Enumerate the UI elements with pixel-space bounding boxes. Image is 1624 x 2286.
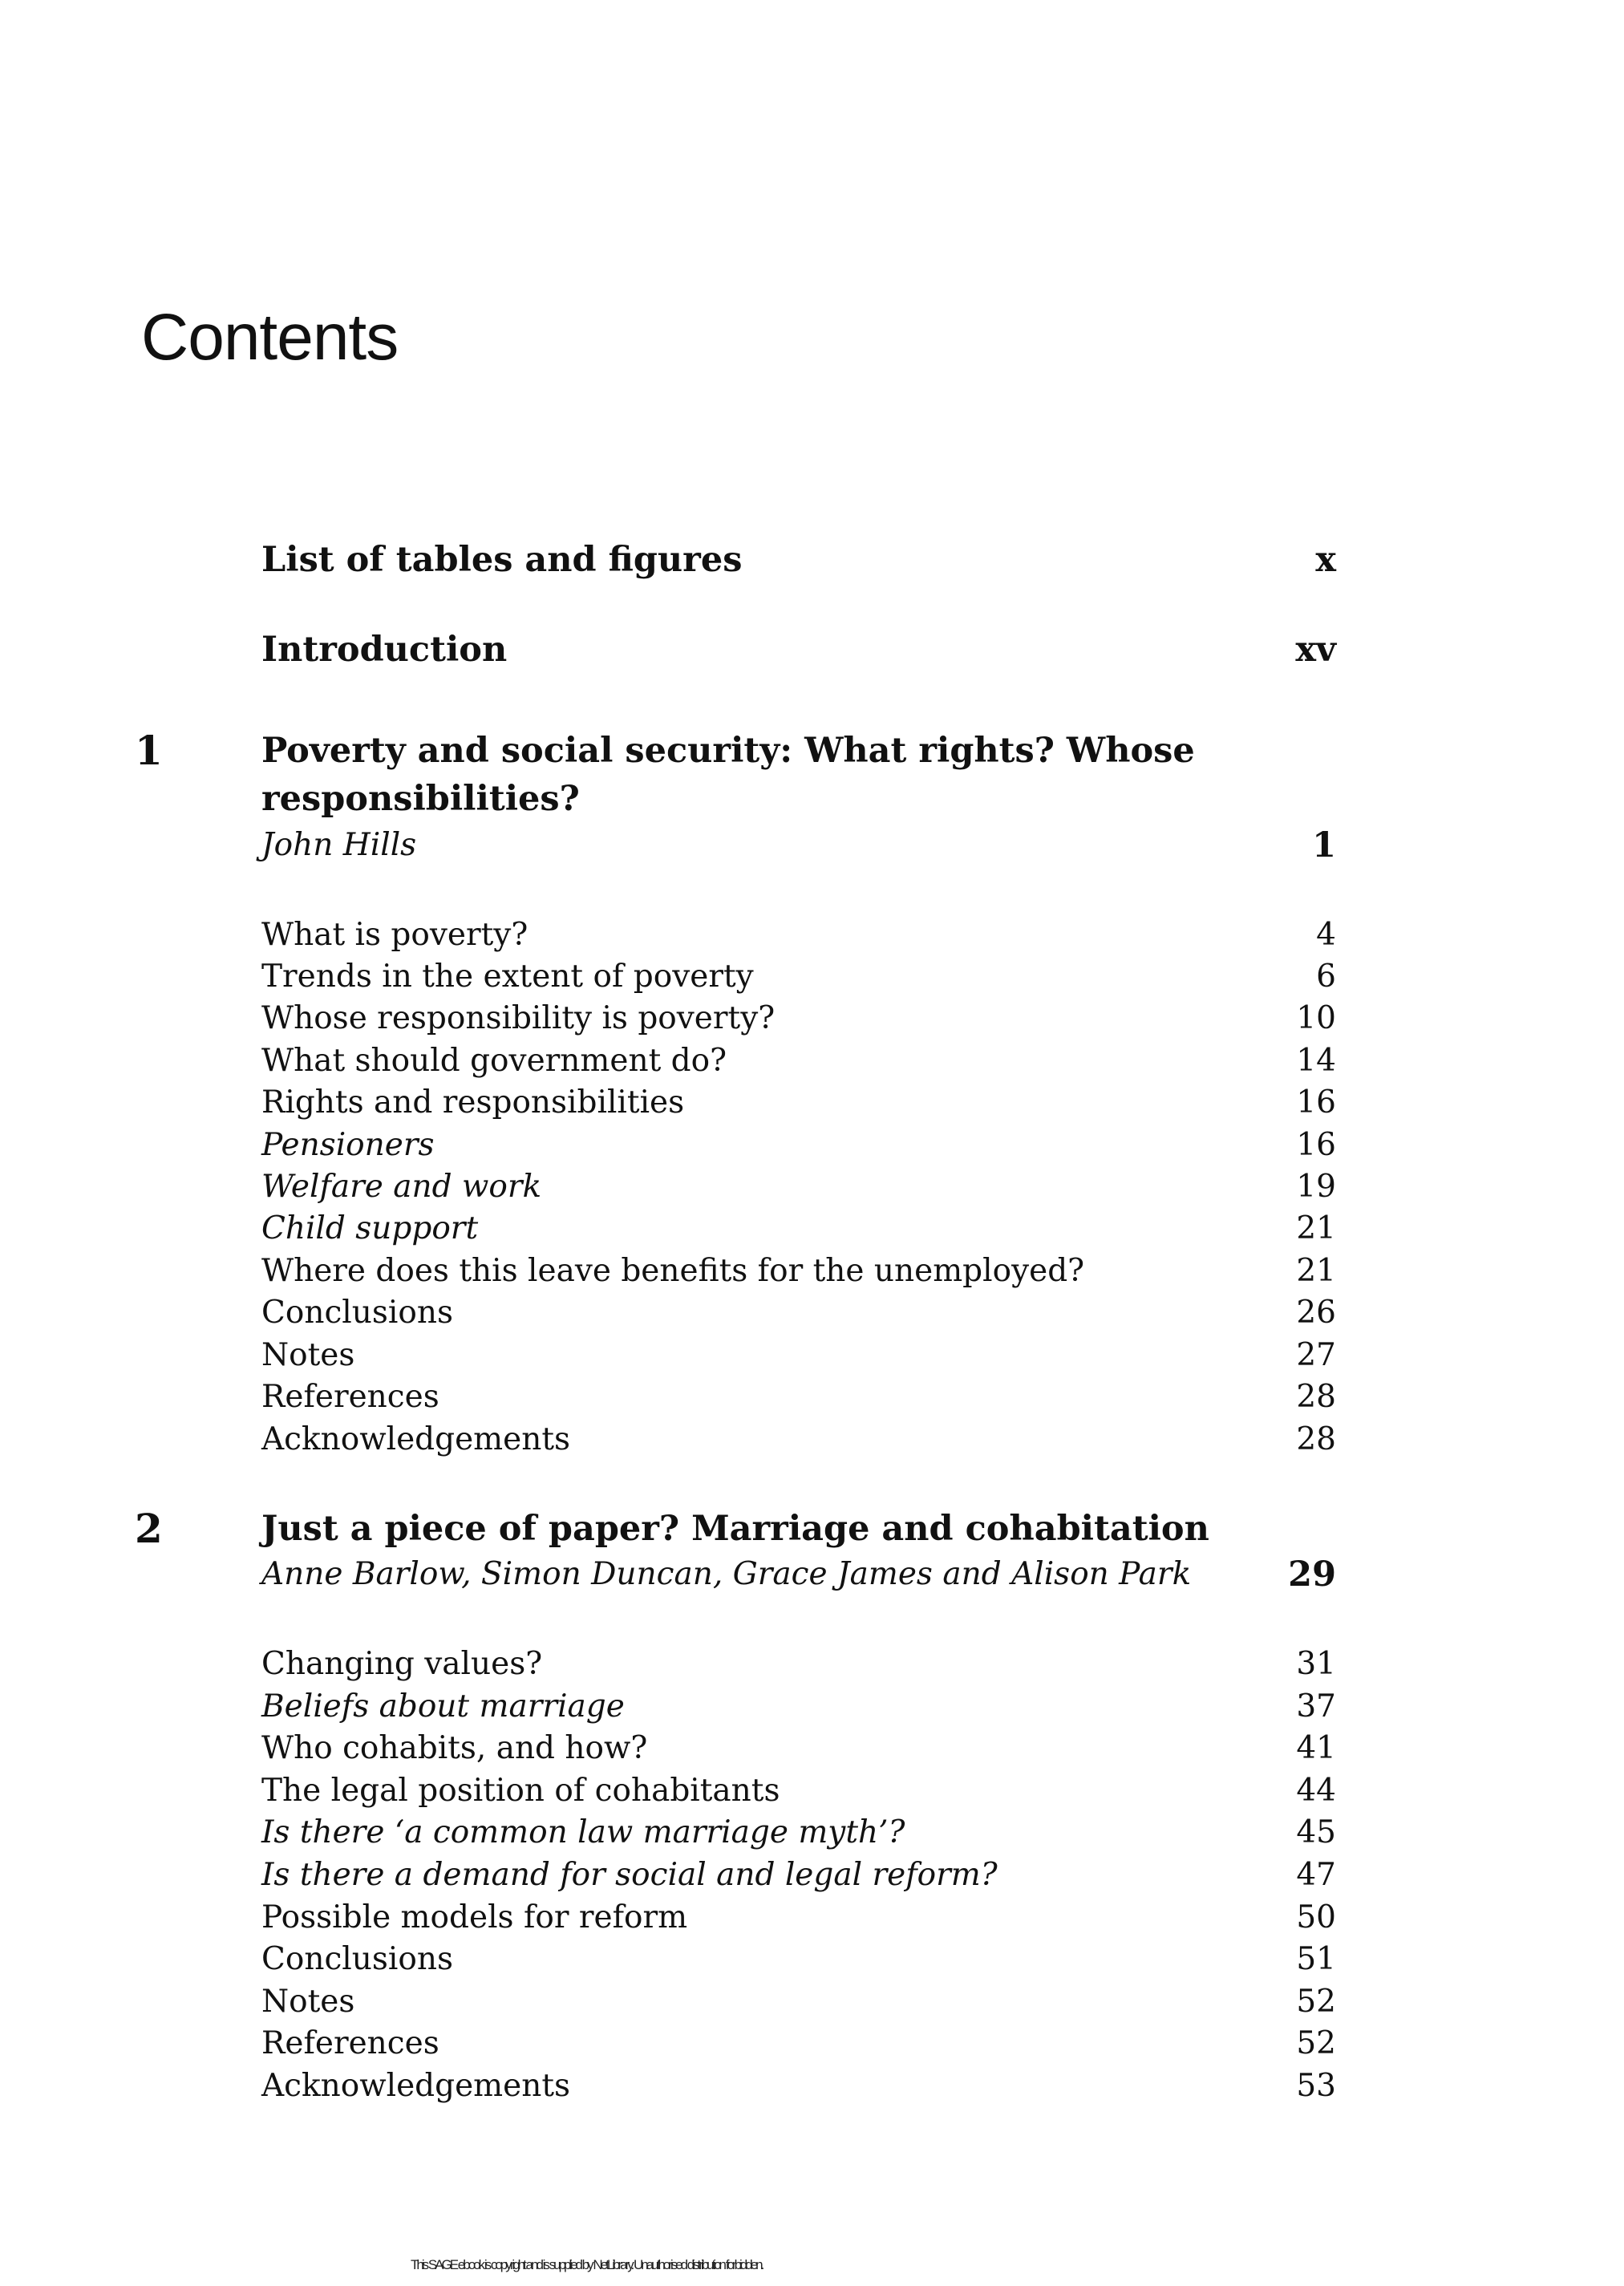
toc-section[interactable] — [261, 997, 1336, 1040]
chapter-author: Anne Barlow, Simon Duncan, Grace James and Alison Park — [261, 1556, 1192, 1592]
toc-section-page: 26 — [1296, 1295, 1336, 1331]
toc-section-page: 28 — [1296, 1421, 1336, 1457]
chapter-title-line: responsibilities? — [261, 779, 580, 819]
toc-subsection[interactable] — [261, 1811, 1336, 1854]
toc-entry-introduction[interactable] — [261, 628, 1336, 671]
chapter-title[interactable] — [261, 727, 1336, 823]
toc-section[interactable] — [261, 2022, 1336, 2065]
toc-subsection[interactable] — [261, 1124, 1336, 1167]
toc-section-page: 50 — [1296, 1899, 1336, 1935]
toc-subsection[interactable] — [261, 1165, 1336, 1209]
toc-section-page: 4 — [1316, 917, 1336, 953]
chapter-start-page: 29 — [1288, 1554, 1336, 1595]
toc-subsection[interactable] — [261, 1685, 1336, 1729]
toc-section-label: Possible models for reform — [261, 1899, 688, 1935]
toc-section-page: 6 — [1316, 959, 1336, 995]
toc-section-label: What should government do? — [261, 1043, 727, 1079]
toc-section[interactable] — [261, 914, 1336, 957]
toc-section-label: Rights and responsibilities — [261, 1084, 685, 1121]
chapter-author: John Hills — [261, 827, 417, 863]
toc-section-page: 44 — [1296, 1773, 1336, 1809]
toc-section[interactable] — [261, 1643, 1336, 1686]
toc-section-page: 21 — [1296, 1253, 1336, 1289]
toc-entry-label: List of tables and figures — [261, 540, 743, 580]
toc-section-label: Conclusions — [261, 1295, 453, 1331]
toc-section-page: 14 — [1296, 1043, 1336, 1079]
toc-section-page: 27 — [1296, 1337, 1336, 1373]
chapter-title-line: Just a piece of paper? Marriage and cohabitation — [261, 1509, 1209, 1549]
toc-section-label: Is there a demand for social and legal reform? — [261, 1857, 998, 1893]
toc-section-page: 45 — [1296, 1814, 1336, 1850]
toc-section-page: 10 — [1296, 1000, 1336, 1036]
toc-section-label: Whose responsibility is poverty? — [261, 1000, 776, 1036]
toc-entry-page: xv — [1295, 630, 1336, 670]
toc-section[interactable] — [261, 1250, 1336, 1293]
copyright-notice: This SAGE ebook is copyright and is supplied by NetLibrary. Unauthorised distribution forbidden. — [411, 2257, 763, 2272]
toc-section-label: Notes — [261, 1984, 355, 2020]
toc-section-page: 53 — [1296, 2068, 1336, 2104]
toc-section-label: References — [261, 1379, 439, 1415]
toc-section-label: Is there ‘a common law marriage myth’? — [261, 1814, 905, 1850]
toc-section-page: 37 — [1296, 1688, 1336, 1725]
toc-section-page: 16 — [1296, 1084, 1336, 1121]
toc-section-label: Notes — [261, 1337, 355, 1373]
toc-section-page: 52 — [1296, 2025, 1336, 2061]
toc-section[interactable] — [261, 1938, 1336, 1981]
toc-section[interactable] — [261, 1418, 1336, 1461]
toc-section[interactable] — [261, 1727, 1336, 1770]
toc-section[interactable] — [261, 1291, 1336, 1335]
toc-subsection[interactable] — [261, 1207, 1336, 1250]
toc-entry-label: Introduction — [261, 630, 508, 670]
chapter-number: 1 — [135, 727, 163, 774]
chapter-start-page: 1 — [1312, 825, 1336, 865]
page-title: Contents — [141, 301, 399, 374]
chapter-title-line: Poverty and social security: What rights? Whose — [261, 731, 1195, 771]
toc-section[interactable] — [261, 1980, 1336, 2024]
toc-section[interactable] — [261, 2065, 1336, 2108]
toc-section-page: 51 — [1296, 1941, 1336, 1977]
chapter-author-row — [261, 824, 1336, 867]
toc-section-page: 47 — [1296, 1857, 1336, 1893]
toc-section[interactable] — [261, 1376, 1336, 1419]
toc-section-label: Changing values? — [261, 1646, 543, 1682]
toc-section-label: Acknowledgements — [261, 2068, 571, 2104]
toc-section-label: What is poverty? — [261, 917, 529, 953]
toc-section-label: Beliefs about marriage — [261, 1688, 625, 1725]
toc-section[interactable] — [261, 1334, 1336, 1377]
toc-section-label: The legal position of cohabitants — [261, 1773, 780, 1809]
toc-section-page: 41 — [1296, 1730, 1336, 1766]
toc-section[interactable] — [261, 1081, 1336, 1125]
toc-section[interactable] — [261, 955, 1336, 999]
toc-section-page: 28 — [1296, 1379, 1336, 1415]
toc-section-page: 52 — [1296, 1984, 1336, 2020]
chapter-number: 2 — [135, 1505, 163, 1552]
chapter-author-row — [261, 1553, 1336, 1596]
toc-section-label: Who cohabits, and how? — [261, 1730, 648, 1766]
toc-section[interactable] — [261, 1896, 1336, 1939]
toc-section-page: 19 — [1296, 1169, 1336, 1205]
toc-section-label: Pensioners — [261, 1127, 435, 1163]
toc-subsection[interactable] — [261, 1854, 1336, 1897]
toc-section[interactable] — [261, 1769, 1336, 1813]
toc-section-label: Welfare and work — [261, 1169, 542, 1205]
toc-section-page: 21 — [1296, 1210, 1336, 1246]
toc-section-label: References — [261, 2025, 439, 2061]
toc-section-label: Conclusions — [261, 1941, 453, 1977]
toc-section-label: Where does this leave benefits for the unemployed? — [261, 1253, 1085, 1289]
toc-section-label: Child support — [261, 1210, 479, 1246]
toc-section-label: Acknowledgements — [261, 1421, 571, 1457]
toc-section-page: 31 — [1296, 1646, 1336, 1682]
toc-entry-list-of-tables[interactable] — [261, 538, 1336, 582]
toc-entry-page: x — [1315, 540, 1336, 580]
chapter-title[interactable] — [261, 1505, 1336, 1553]
toc-section[interactable] — [261, 1040, 1336, 1083]
toc-section-page: 16 — [1296, 1127, 1336, 1163]
toc-section-label: Trends in the extent of poverty — [261, 959, 754, 995]
